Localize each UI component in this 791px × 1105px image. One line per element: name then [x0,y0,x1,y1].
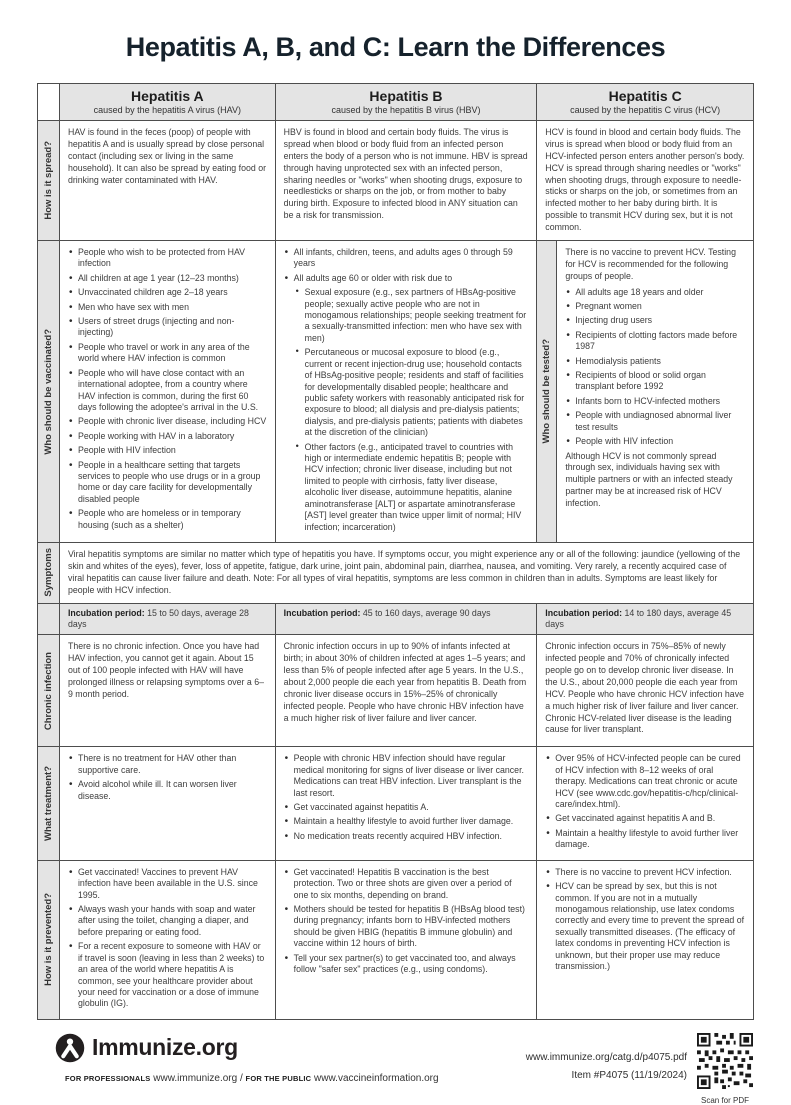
list-item: • For a recent exposure to someone with HAV or if travel is soon (leaving in less than 2 weeks) to an area of the world where hepatitis A is common, see your healthcare provider about your need for vaccination or a dose of immune globulin (IG). [68,941,267,1010]
column-subtitle: caused by the hepatitis A virus (HAV) [93,105,242,115]
list-item: • People with HIV infection [565,436,745,447]
qr-caption: Scan for PDF [700,1095,749,1105]
list-item: • Maintain a healthy lifestyle to avoid further liver damage. [545,828,745,851]
list-item: • All adults age 18 years and older [565,287,745,298]
chronic-hep-c-text: Chronic infection occurs in 75%–85% of newly infected people and 70% of chronically infected people go on to develop chronic liver disease. In the U.S., about 20,000 people die each year from HCV. People who have chronic HCV infection have a much higher risk of liver failure and liver cancer. Chronic HCV-related liver disease is the leading cause for liver transplant. [545,641,744,735]
column-title: Hepatitis A [131,88,204,104]
row-treatment [38,747,754,860]
prevention-hep-a-cell [60,861,276,1020]
list-item: • Always wash your hands with soap and water after using the toilet, changing a diaper, and before preparing or eating food. [68,904,267,938]
list-item: • People with undiagnosed abnormal liver test results [565,410,745,433]
list-item: • People with HIV infection [68,445,267,456]
list-item: • Get vaccinated against hepatitis A and B. [545,813,745,824]
incubation-hep-c-cell [537,604,754,636]
tested-hep-c-content [557,241,753,542]
row-label-text: What treatment? [42,766,54,841]
vaccinated-hep-b-list [284,247,529,533]
list-item: • People who are homeless or in temporary housing (such as a shelter) [68,508,267,531]
professionals-label: FOR PROFESSIONALS [65,1073,151,1083]
list-item: • Pregnant women [565,301,745,312]
list-item: • Tell your sex partner(s) to get vaccinated too, and always follow "safer sex" practices (e.g., using condoms). [284,953,529,976]
hepatitis-table [37,83,754,1020]
incubation-label: Incubation period: [67,607,145,618]
vaccinated-hep-a-cell [60,241,276,543]
page-title: Hepatitis A, B, and C: Learn the Differences [125,32,666,62]
chronic-hep-a-cell [60,635,276,747]
prevention-hep-c-cell [537,861,754,1020]
brand-name: Immunize.org [92,1034,238,1061]
header-row [38,84,754,121]
list-item: • All infants, children, teens, and adults ages 0 through 59 years [284,247,529,270]
qr-code [697,1033,753,1089]
tested-list [565,287,745,448]
list-item: • People working with HAV in a laboratory [68,431,267,442]
spread-hep-b-text: HBV is found in blood and certain body fluids. The virus is spread when blood or body fluid from an infected person enters the body of a person who is not immune. HBV is spread through having unprotected sex with an infected person, sharing needles or "works" when shooting drugs, exposure to needlesticks or sharps on the job, or from mother to baby during birth. Exposure to infected blood in ANY situation can be a risk for transmission. [283,127,528,221]
symptoms-cell [60,543,754,604]
row-spread [38,121,754,241]
row-label-text: Chronic infection [42,651,54,730]
prevention-hep-b-cell [276,861,538,1020]
row-label-tested [537,241,557,542]
list-item: • All children at age 1 year (12–23 months) [68,273,267,284]
footer-left [37,1033,439,1084]
row-label-spread [38,121,60,241]
column-header-hep-b [276,84,538,121]
list-item: • No medication treats recently acquired HBV infection. [284,831,529,842]
public-label: FOR THE PUBLIC [245,1073,312,1083]
corner-cell [38,84,60,121]
public-url: www.vaccineinformation.org [314,1072,439,1084]
row-label-chronic [38,635,60,747]
tested-intro: There is no vaccine to prevent HCV. Testing for HCV is recommended for the following groups of people. [565,246,736,281]
chronic-hep-b-text: Chronic infection occurs in up to 90% of infants infected at birth; in about 30% of children infected at ages 1–5 years; and less than 5% of people infected after age 5 years. In the U.S., about 2,000 people die each year from hepatitis B. Death from chronic liver disease occurs in 15%–25% of chronically infected people. People who have chronic HBV infection have a much higher risk of liver failure and liver cancer. [283,641,527,723]
vaccinated-hep-a-list [68,247,267,531]
list-item: • Infants born to HCV-infected mothers [565,396,745,407]
treatment-hep-a-cell [60,747,276,860]
separator: / [239,1072,243,1084]
row-incubation [38,604,754,636]
immunize-logo-icon [55,1033,85,1063]
row-label-prevention [38,861,60,1020]
incubation-hep-b-cell [276,604,538,636]
row-label-text: How is it prevented? [42,893,54,987]
footer-right [526,1033,754,1105]
treatment-hep-b-cell [276,747,538,860]
row-label-text: Symptoms [42,548,54,598]
list-item: • People in a healthcare setting that targets services to people who use drugs or in a group home or day care facility for developmentally disabled people [68,460,267,506]
sub-list [294,287,529,533]
treatment-hep-a-list [68,753,267,802]
footer-refs [526,1033,687,1085]
column-title: Hepatitis C [608,88,682,104]
list-item: • There is no treatment for HAV other than supportive care. [68,753,267,776]
incubation-hep-b-value: 45 to 160 days, average 90 days [362,607,491,618]
list-item: • There is no vaccine to prevent HCV infection. [545,867,745,878]
incubation-hep-a-value: 15 to 50 days, average 28 days [67,607,249,629]
list-item: • Injecting drug users [565,315,745,326]
list-item: • People who will have close contact with an international adoptee, from a country where HAV infection is common, during the first 60 days following the adoptee's arrival in the U.S. [68,368,267,414]
list-item: • Men who have sex with men [68,302,267,313]
list-item: • All adults age 60 or older with risk due to • Sexual exposure (e.g., sex partners of HBsAg-positive people; sexually active people who are not in monogamous relationships; people seeking treatment for a sexually-transmitted infection: men who have sex with men) • Percutaneous or mucosal exposure to blood (e.g., current or recent injection-drug use; household contacts of HBsAg-positive people; residents and staff of facilities for developmentally disabled people; healthcare and public safety workers with reasonably anticipated risk for exposure to blood; all dialysis and pre-dialysis patients; dialysis, and pre-dialysis patients; patients with diabetes at the discretion of the clinician) • Other factors (e.g., anticipated travel to countries with high or intermediate endemic hepatitis B; people with HCV infection; chronic liver disease, including but not limited to people with cirrhosis, fatty liver disease, alcoholic liver disease, autoimmune hepatitis, alanine aminotransferase [ALT] or aspartate aminotransferase [AST] level greater than twice upper limit of normal; HIV infection; incarceration) [284,273,529,533]
column-title: Hepatitis B [369,88,443,104]
chronic-hep-b-cell [276,635,538,747]
row-chronic [38,635,754,747]
chronic-hep-a-text: There is no chronic infection. Once you have had HAV infection, you cannot get it again. About 15 out of 100 people infected with HAV will have prolonged illness or relapsing symptoms over a 6–9 month period. [67,641,265,699]
row-label-text: Who should be vaccinated? [42,328,54,455]
treatment-hep-c-cell [537,747,754,860]
chronic-hep-c-cell [537,635,754,747]
page-footer [37,1033,754,1105]
list-item: • Avoid alcohol while ill. It can worsen liver disease. [68,779,267,802]
row-label-vaccinated [38,241,60,543]
list-item: • People with chronic HBV infection should have regular medical monitoring for signs of liver disease or liver cancer. Medications can treat HBV infection. Liver transplant is the last resort. [284,753,529,799]
list-item: • Get vaccinated against hepatitis A. [284,802,529,813]
prevention-hep-b-list [284,867,529,976]
list-item: • People with chronic liver disease, including HCV [68,416,267,427]
list-item: • Get vaccinated! Vaccines to prevent HAV infection have been available in the U.S. since 1995. [68,867,267,901]
professionals-url: www.immunize.org [153,1072,238,1084]
list-item: • Users of street drugs (injecting and non-injecting) [68,316,267,339]
brand [55,1033,439,1063]
spread-hep-a-cell [60,121,276,241]
column-header-hep-a [60,84,276,121]
row-label-text: How is it spread? [42,141,54,220]
row-label-symptoms [38,543,60,604]
list-item: • Recipients of clotting factors made before 1987 [565,330,745,353]
spread-hep-c-text: HCV is found in blood and certain body fluids. The virus is spread when blood or body fluid from an HCV-infected person enters another person's body. HCV is spread through sharing needles or "works" when shooting drugs, through exposure to needle-sticks or sharps on the job, or sometimes from an infected mother to her baby during birth. It is possible to transmit HCV during sex, but it is not common. [545,127,745,232]
item-number: Item #P4075 (11/19/2024) [571,1069,687,1081]
treatment-hep-c-list [545,753,745,850]
tested-note: Although HCV is not commonly spread through sex, individuals having sex with multiple partners or with an infected steady partner may be at increased risk of HCV infection. [565,450,733,509]
pdf-url: www.immunize.org/catg.d/p4075.pdf [525,1051,687,1063]
prevention-hep-c-list [545,867,745,973]
list-item: • Unvaccinated children age 2–18 years [68,287,267,298]
row-label-text: Who should be tested? [541,339,553,444]
list-item: • Mothers should be tested for hepatitis B (HBsAg blood test) during pregnancy; infants born to HBV-infected mothers should be given HBIG (hepatitis B immune globulin) and vaccine within 12 hours of birth. [284,904,529,950]
row-label-incubation-empty [38,604,60,636]
tested-hep-c-cell [537,241,754,543]
list-item: • Percutaneous or mucosal exposure to blood (e.g., current or recent injection-drug use; household contacts of HBsAg-positive people; residents and staff of facilities for developmentally disabled people; healthcare and public safety workers with reasonably anticipated risk for exposure to blood; all dialysis and pre-dialysis patients; dialysis, and pre-dialysis patients; patients with diabetes at the discretion of the clinician) [296,347,529,438]
treatment-hep-b-list [284,753,529,842]
row-vaccinated [38,241,754,543]
spread-hep-b-cell [276,121,538,241]
footer-links [65,1073,439,1084]
list-item: • Maintain a healthy lifestyle to avoid further liver damage. [284,816,529,827]
row-prevention [38,861,754,1020]
row-label-treatment [38,747,60,860]
incubation-hep-c-value: 14 to 180 days, average 45 days [545,607,732,629]
column-subtitle: caused by the hepatitis C virus (HCV) [570,105,721,115]
list-item: • Over 95% of HCV-infected people can be cured of HCV infection with 8–12 weeks of oral therapy. Medications can treat chronic or acute HCV (see www.cdc.gov/hepatitis-c/hcp/clinical-care/index.html). [545,753,745,810]
incubation-hep-a-cell [60,604,276,636]
incubation-label: Incubation period: [545,607,623,618]
spread-hep-c-cell [537,121,754,241]
symptoms-text: Viral hepatitis symptoms are similar no matter which type of hepatitis you have. If symptoms occur, you might experience any or all of the following: jaundice (yellowing of the skin and whites of the eyes), fever, loss of appetite, fatigue, dark urine, joint pain, abdominal pain, diarrhea, nausea, and vomiting. Very rarely, a recently acquired case of viral hepatitis can cause liver failure and death. Note: For all types of viral hepatitis, symptoms are less common in children than in adults. Symptoms are least likely for people with HCV infection. [67,549,741,595]
spread-hep-a-text: HAV is found in the feces (poop) of people with hepatitis A and is usually spread by close personal contact (including sex or living in the same household). It can also be spread by eating food or drinking water contaminated with HAV. [67,127,267,185]
list-item: • Recipients of blood or solid organ transplant before 1992 [565,370,745,393]
list-item: • Sexual exposure (e.g., sex partners of HBsAg-positive people; sexually active people who are not in monogamous relationships; people seeking treatment for a sexually-transmitted infection: men who have sex with men) [296,287,529,344]
list-item: • Other factors (e.g., anticipated travel to countries with high or intermediate endemic hepatitis B; people with HCV infection; chronic liver disease, including but not limited to people with cirrhosis, fatty liver disease, alcoholic liver disease, autoimmune hepatitis, alanine aminotransferase [ALT] or aspartate aminotransferase [AST] level greater than twice upper limit of normal; HIV infection; incarceration) [296,442,529,533]
list-item: • HCV can be spread by sex, but this is not common. If you are not in a mutually monogamous relationship, use latex condoms correctly and every time to prevent the spread of sexually transmitted diseases. (The efficacy of latex condoms in preventing HCV infection is unknown, but their proper use may reduce transmission.) [545,881,745,972]
vaccinated-hep-b-cell [276,241,538,543]
qr-block [696,1033,754,1105]
prevention-hep-a-list [68,867,267,1010]
incubation-label: Incubation period: [283,607,361,618]
list-item: • Hemodialysis patients [565,356,745,367]
list-item: • People who wish to be protected from HAV infection [68,247,267,270]
column-subtitle: caused by the hepatitis B virus (HBV) [331,105,481,115]
row-symptoms [38,543,754,604]
column-header-hep-c [537,84,754,121]
list-item: • Get vaccinated! Hepatitis B vaccination is the best protection. Two or three shots are given over a period of one to six months, depending on brand. [284,867,529,901]
list-item: • People who travel or work in any area of the world where HAV infection is common [68,342,267,365]
